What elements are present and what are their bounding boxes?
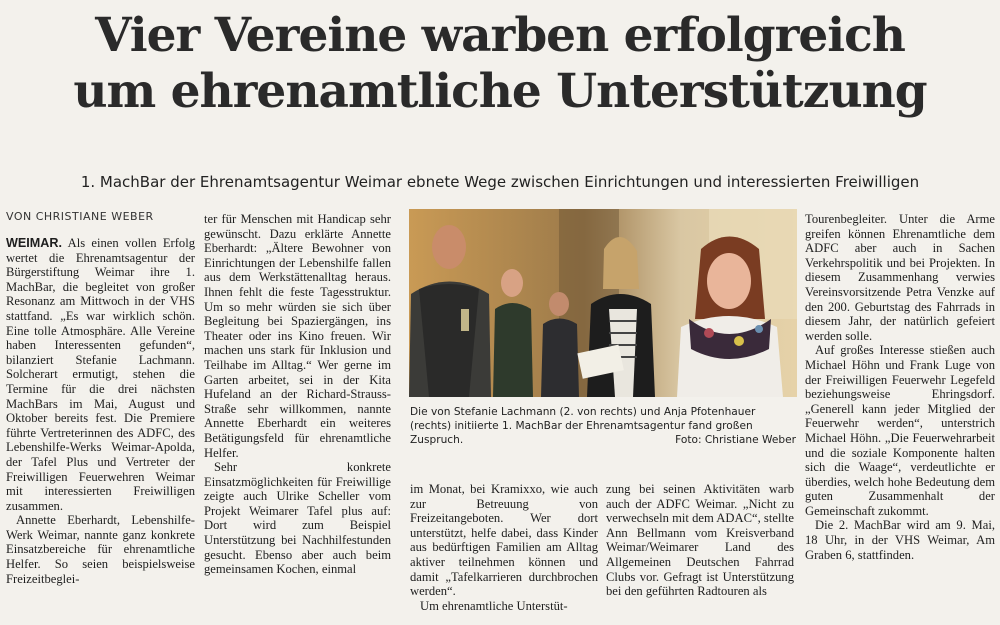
paragraph (6, 236, 195, 513)
article-column-5 (805, 212, 995, 622)
headline (0, 8, 1000, 120)
byline: VON CHRISTIANE WEBER (6, 210, 154, 223)
article-column-2 (204, 212, 391, 622)
article-column-4 (606, 482, 794, 622)
photo-credit: Foto: Christiane Weber (675, 434, 796, 446)
paragraph: Um ehrenamtliche Unterstüt- (420, 598, 568, 613)
subheadline: 1. MachBar der Ehrenamtsagentur Weimar ebnete Wege zwischen Einrichtungen und interessierten Freiwilligen (80, 173, 920, 191)
dateline: WEIMAR. (6, 236, 62, 250)
photo-image (409, 209, 797, 397)
paragraph: im Monat, bei Kramixxo, wie auch zur Betreuung von Freizeitangeboten. Wer dort unterstützt, helfe dabei, dass Kinder aus bedürftigen Familien am Alltag aktiver teilnehmen können und damit „Tafelkarrieren durchbrochen werden“. (410, 482, 598, 599)
photo-caption: Die von Stefanie Lachmann (2. von rechts) und Anja Pfotenhauer (rechts) initiierte 1. MachBar der Ehrenamtsagentur fand großen Zuspruch. (410, 406, 756, 446)
article-column-3 (410, 482, 598, 622)
paragraph: Die 2. MachBar wird am 9. Mai, 18 Uhr, in der VHS Weimar, Am Graben 6, stattfinden. (805, 518, 995, 562)
paragraph: ter für Menschen mit Handicap sehr gewünscht. Dazu erklärte Annette Eberhardt: „Ältere Bewohner von Einrichtungen der Lebenshilfe fallen aus dem Werkstättenalltag heraus. Ihnen fehlt die feste Tagesstruktur. Um so mehr würden sie sich über Begleitung bei Spaziergängen, ins Theater oder ins Kino freuen. Wir machen uns stark für Inklusion und Teilhabe im Alltag.“ Wer gerne im Garten arbeitet, sei in der Kita Hufeland an der Richard-Strauss-Straße sehr willkommen, nannte Annette Eberhardt ein weiteres Betätigungsfeld für ehrenamtliche Helfer. (204, 212, 391, 460)
headline-line-1: Vier Vereine warben erfolgreich (95, 8, 905, 63)
paragraph-text: Als einen vollen Erfolg wertet die Ehrenamtsagentur der Bürgerstiftung Weimar ihre 1. MachBar, die begleitet von großer Resonanz am Mittwoch in der VHS stattfand. „Es war wirklich schön. Eine tolle Atmosphäre. Alle Vereine haben Interessenten gefunden“, bilanziert Stefanie Lachmann. Solcherart ermutigt, stehen die Termine für die drei nächsten MachBars im Mai, August und Oktober bereits fest. Die Premiere führte Vertreterinnen des ADFC, des Lebenshilfe-Werks Weimar-Apolda, der Tafel Plus und Vertreter der Freiwilligen Feuerwehren Weimar mit interessierten Freiwilligen zusammen. (6, 236, 195, 513)
paragraph: Annette Eberhardt, Lebenshilfe-Werk Weimar, nannte ganz konkrete Einsatzbereiche für ehrenamtliche Helfer. So seien beispielsweise Freizeitbeglei- (6, 513, 195, 586)
headline-line-2: um ehrenamtliche Unterstützung (73, 64, 927, 119)
paragraph: Sehr konkrete Einsatzmöglichkeiten für Freiwillige zeigte auch Ulrike Scheller vom Projekt Weimarer Tafel plus auf: Dort wird zum Beispiel Unterstützung bei Nachhilfestunden gesucht. Ebenso aber auch beim gemeinsamen Kochen, einmal (204, 460, 391, 577)
paragraph: Tourenbegleiter. Unter die Arme greifen können Ehrenamtliche dem ADFC aber auch in Sachen Verkehrspolitik und bei Projekten. In diesem Zusammenhang verwies Vereinsvorsitzende Petra Venzke auf den 200. Geburtstag des Fahrrads in diesem Jahr, der natürlich gefeiert werden solle. (805, 212, 995, 343)
paragraph: Auf großes Interesse stießen auch Michael Höhn und Frank Luge von der Freiwilligen Feuerwehr Legefeld beziehungsweise Ehringsdorf. „Generell kann jeder Mitglied der Feuerwehr werden“, unterstrich Michael Höhn. „Die Feuerwehrarbeit und die soziale Komponente halten sich die Waage“, verdeutlichte er überdies, welch hohe Bedeutung dem guten Zusammenhalt der Gemeinschaft zukommt. (805, 343, 995, 518)
paragraph: zung bei seinen Aktivitäten warb auch der ADFC Weimar. „Nicht zu verwechseln mit dem ADAC“, stellte Ann Bellmann vom Kreisverband Weimar/Weimarer Land des Allgemeinen Deutschen Fahrrad Clubs vor. Gefragt ist Unterstützung bei den geführten Radtouren als (606, 482, 794, 599)
article-photo (409, 209, 797, 397)
article-column-1 (6, 236, 195, 622)
